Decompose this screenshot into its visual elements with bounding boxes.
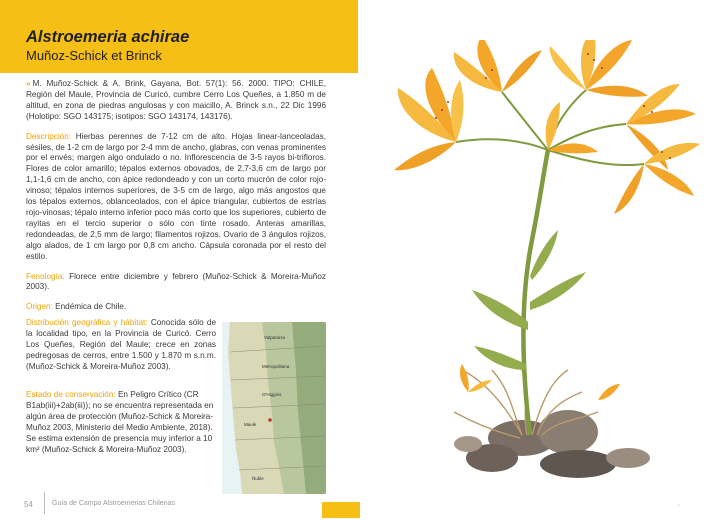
map-label: Valparaíso (264, 335, 286, 340)
page-number: 54 (24, 500, 33, 509)
intro-text: M. Muñoz-Schick & A. Brink, Gayana, Bot. 57(1): 56. 2000. TIPO: CHILE, Región del Maule, Provincia de Curicó, cumbre Cerro Los Queñes, a 1.850 m de altitud, en zona de piedras angulosas y con maicillo, A. Brinck s.n., 22 Dic 1996 (Holotipo: SGO 143175; isotipos: SGO 143174, 143176). (26, 79, 326, 121)
plant-illustration (372, 40, 712, 500)
distribution-text: Conocida sólo de la localidad tipo, en la Provincia de Curicó. Cerro Los Queñes, Región del Maule; crece en zonas pedregosas de cerros, entre 1.500 y 1.870 m s.n.m. (Muñoz-Schick & Moreira-Muñoz 2003). (26, 318, 216, 371)
origin-heading: Origen: (26, 302, 53, 312)
double-chevron-right-icon: » (26, 79, 31, 88)
conservation-text: En Peligro Crítico (CR B1ab(iii)+2ab(iii)); no se encuentra representada en algún área de protección (Muñoz-Schick & Moreira-Muñoz 2003, Ministerio del Medio Ambiente, 2018). Se estima extensión de presencia muy inferior a 10 km² (Muñoz-Schick & Moreira-Muñoz 2003). (26, 390, 214, 454)
distribution-paragraph (26, 318, 216, 373)
conservation-heading: Estado de conservación: (26, 390, 116, 399)
species-name: Alstroemeria achirae (26, 28, 190, 46)
description-paragraph (26, 132, 326, 263)
conservation-paragraph (26, 390, 216, 455)
flower (394, 68, 463, 170)
flower (550, 40, 648, 97)
species-account (26, 79, 326, 322)
title-band (0, 0, 358, 73)
flower (614, 143, 700, 214)
origin-text: Endémica de Chile. (52, 302, 127, 312)
phenology-text: Florece entre diciembre y febrero (Muñoz-Schick & Moreira-Muñoz 2003). (26, 271, 326, 292)
phenology-paragraph (26, 272, 326, 294)
distribution-map (222, 322, 326, 494)
flower (454, 40, 542, 92)
intro-paragraph (26, 79, 326, 123)
rocks (454, 410, 650, 478)
footer-divider (44, 492, 45, 514)
main-stem (524, 150, 549, 435)
description-heading: Descripción: (26, 131, 72, 141)
flowers (394, 40, 700, 214)
map-label: O'Higgins (262, 392, 282, 397)
right-page-marker: • (678, 503, 680, 509)
species-author: Muñoz-Schick et Brinck (26, 48, 162, 63)
map-label: Maule (244, 422, 257, 427)
map-locality-marker (268, 418, 272, 422)
distribution-heading: Distribución geográfica y hábitat: (26, 318, 148, 327)
origin-paragraph (26, 302, 326, 313)
map-label: Ñuble (252, 476, 264, 481)
phenology-heading: Fenología: (26, 271, 65, 281)
description-text: Hierbas perennes de 7-12 cm de alto. Hojas linear-lanceoladas, sésiles, de 1-2 cm de largo por 2-4 mm de ancho, glabras, con venas prominentes por el envés; margen algo ondulado o no. Inflorescencia de 3-5 rayos bi-trifloros. Flores de color amarillo; tépalos externos obovados, de 2,7-3,6 cm de largo por 1,1-1,6 cm de ancho, con ápice redondeado y con un corto mucrón de color rojo-vinoso; tépalos internos superiores, de 3-5 cm de largo, algo más angostos que los tépalos externos, oblanceolados, con el ápice triangular, cubiertos de estrías rojo-vinosas; tépalo interno inferior poco más corto que los superiores, cubierto de rayitas en el tercio superior o sólo con tinte rosado. Anteras amarillas, redondeadas, de 2,5 mm de largo; filamentos rojizos. Ovario de 3 ángulos rojizos, algo alados, de 1 cm largo por 0,8 cm ancho. Cápsula coronada por el resto del estilo. (26, 131, 326, 261)
flower (546, 102, 598, 153)
map-label: Metropolitana (262, 364, 290, 369)
small-flowers (460, 364, 620, 400)
guide-title: Guía de Campo Alstroemerias Chilenas (52, 500, 175, 507)
footer-band (322, 502, 360, 518)
